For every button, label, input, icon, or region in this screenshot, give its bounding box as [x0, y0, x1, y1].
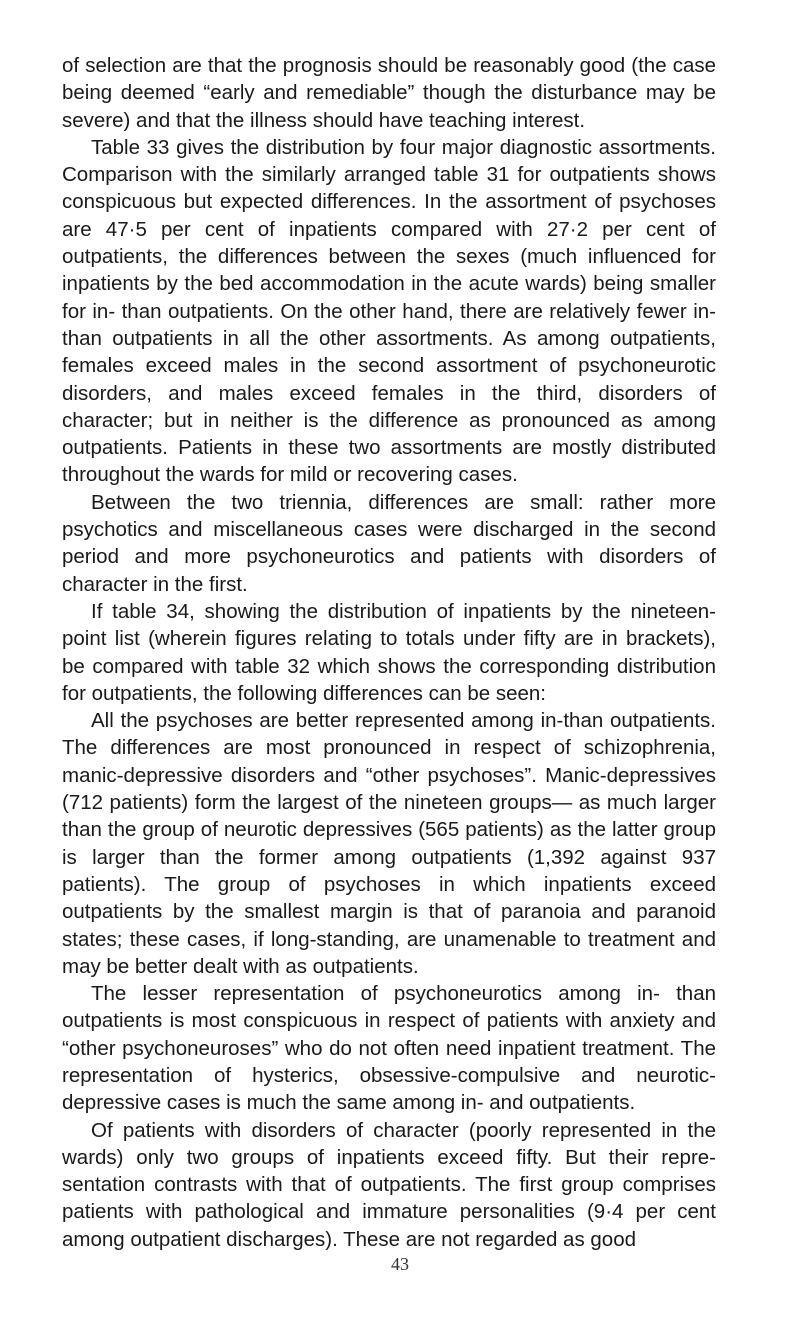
page-body: [62, 52, 716, 1253]
paragraph-4: If table 34, showing the distribution of inpatients by the nineteen-point list (wherein figures relating to totals under fifty are in brackets), be compared with table 32 which shows the corresponding distribution for outpatients, the following differences can be seen:: [62, 599, 716, 705]
paragraph-5: All the psychoses are better represented among in-than outpatients. The differences are most pronounced in respect of schizophrenia, manic-depressive disorders and “other psychoses”. Manic-depressives (712 patients) form the largest of the nineteen groups— as much larger than the group of neurotic depressives (565 patients) as the latter group is larger than the former among outpatients (1,392 against 937 patients). The group of psychoses in which inpatients exceed outpatients by the smallest margin is that of paranoia and paranoid states; these cases, if long-standing, are unamenable to treatment and may be better dealt with as outpatients.: [62, 709, 716, 978]
paragraph-6: The lesser representation of psychoneurotics among in- than outpatients is most conspicuous in respect of patients with anxiety and “other psychoneuroses” who do not often need inpatient treatment. The representation of hysterics, obsessive-compulsive and neurotic-depressive cases is much the same among in- and outpatients.: [62, 982, 716, 1115]
paragraph-2: Table 33 gives the distribution by four major diagnostic assortments. Comparison with the similarly arranged table 31 for outpatients shows conspicuous but expected differences. In the assortment of psychoses are 47·5 per cent of inpatients compared with 27·2 per cent of outpatients, the differences between the sexes (much influenced for inpatients by the bed accommodation in the acute wards) being smaller for in- than outpatients. On the other hand, there are relatively fewer in- than outpatients in all the other assortments. As among outpatients, females exceed males in the second assortment of psychoneurotic disorders, and males exceed females in the third, disorders of character; but in neither is the difference as pronounced as among outpatients. Patients in these two assortments are mostly distributed throughout the wards for mild or recovering cases.: [62, 135, 716, 487]
paragraph-1: of selection are that the prognosis should be reasonably good (the case being deemed “early and remediable” though the disturbance may be severe) and that the illness should have teaching interest.: [62, 54, 716, 132]
paragraph-3: Between the two triennia, differences are small: rather more psychotics and miscellaneous cases were discharged in the second period and more psychoneurotics and patients with disorders of character in the first.: [62, 490, 716, 596]
page-number: 43: [391, 1254, 409, 1274]
paragraph-7: Of patients with disorders of character (poorly represented in the wards) only two groups of inpatients exceed fifty. But their representation contrasts with that of outpatients. The first group comprises patients with pathological and immature personalities (9·4 per cent among outpatient discharges). These are not regarded as good: [62, 1118, 716, 1251]
